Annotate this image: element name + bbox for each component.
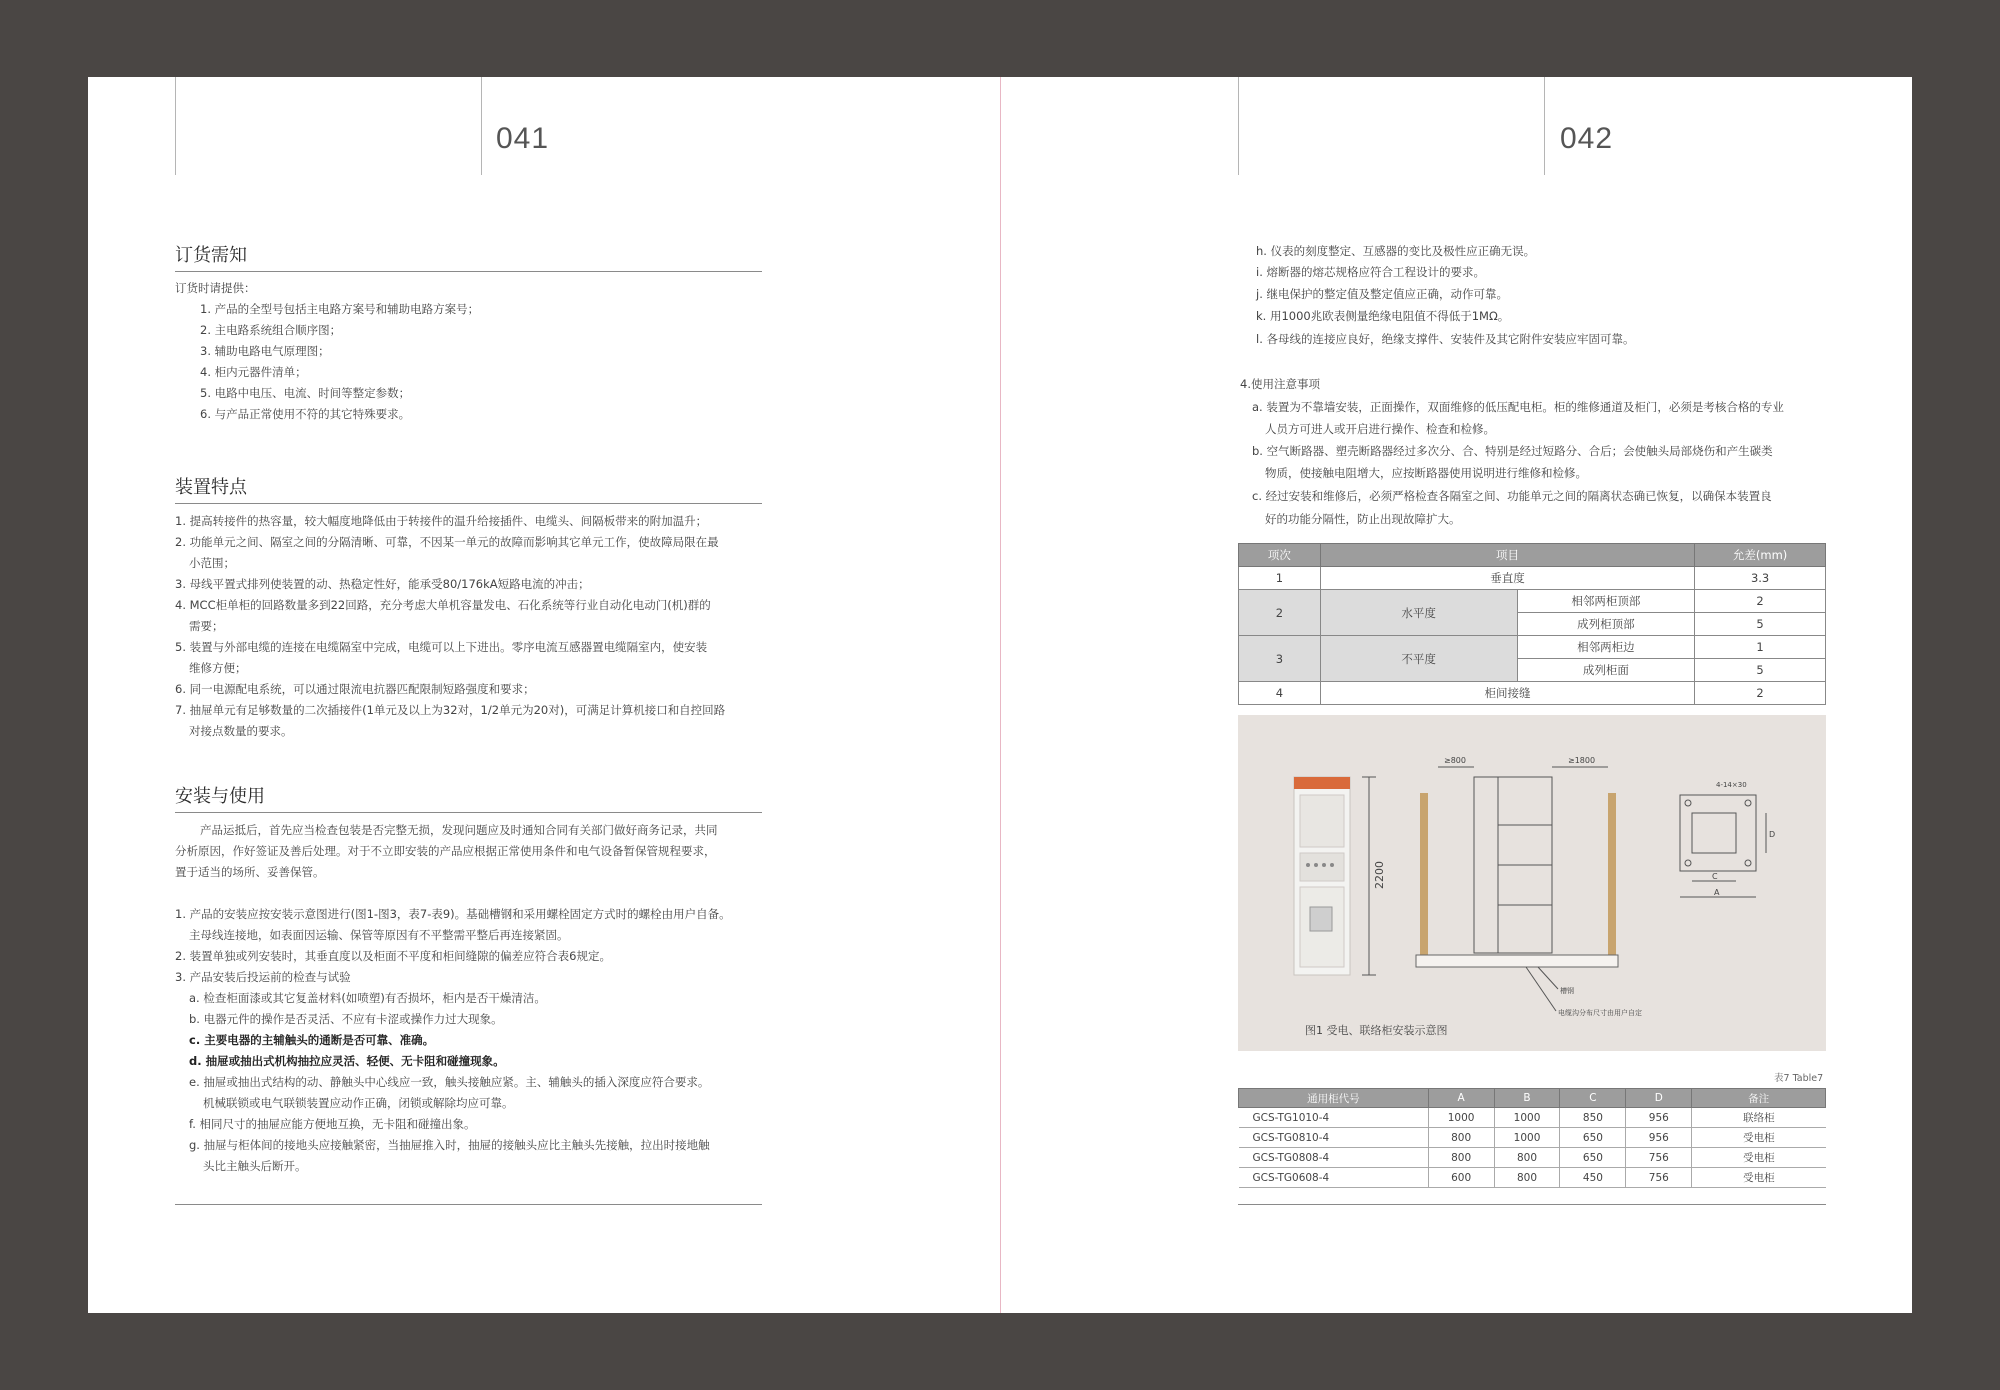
table-cell: 800 (1428, 1128, 1494, 1148)
list-item: 小范围； (189, 556, 235, 570)
left-header-rule-inner (481, 77, 482, 175)
table-header: 通用柜代号 (1239, 1089, 1429, 1108)
table-cell: 1 (1239, 567, 1321, 590)
table-cell: 成列柜面 (1517, 659, 1695, 682)
table-cell: 2 (1695, 590, 1826, 613)
table-cell: 650 (1560, 1148, 1626, 1168)
base-label: 电缆沟分布尺寸由用户自定 (1558, 1009, 1642, 1017)
table-cell: 5 (1695, 613, 1826, 636)
channel-label: 槽钢 (1560, 987, 1574, 995)
table-cell: GCS-TG1010-4 (1239, 1108, 1429, 1128)
list-item: 需要； (189, 619, 224, 633)
list-item: 3. 母线平置式排列使装置的动、热稳定性好，能承受80/176kA短路电流的冲击； (175, 577, 590, 591)
right-page-number: 042 (1560, 122, 1614, 155)
list-item: 4. 柜内元器件清单； (200, 365, 307, 379)
table-row (1239, 1108, 1826, 1128)
table-cell: 相邻两柜边 (1517, 636, 1695, 659)
list-item: 订货时请提供： (175, 281, 256, 295)
table-header: 备注 (1692, 1089, 1826, 1108)
paragraph-line: 产品运抵后，首先应当检查包装是否完整无损，发现问题应及时通知合同有关部门做好商务记录，共同 (200, 823, 718, 837)
hole-label: 4-14×30 (1716, 781, 1747, 789)
list-item: l. 各母线的连接应良好，绝缘支撑件、安装件及其它附件安装应牢固可靠。 (1256, 332, 1635, 346)
left-bottom-rule (175, 1204, 762, 1205)
table-cell: 756 (1626, 1148, 1692, 1168)
list-item: a. 检查柜面漆或其它复盖材料(如喷塑)有否损坏，柜内是否干燥清洁。 (189, 991, 546, 1005)
table-note: 表7 Table7 (1774, 1073, 1824, 1084)
list-item: 4. MCC柜单柜的回路数量多到22回路，充分考虑大单机容量发电、石化系统等行业自动化电动门(机)群的 (175, 598, 711, 612)
list-item: 好的功能分隔性，防止出现故障扩大。 (1265, 512, 1461, 526)
list-item: f. 相同尺寸的抽屉应能方便地互换，无卡阻和碰撞出象。 (189, 1117, 476, 1131)
table-cell: 800 (1428, 1148, 1494, 1168)
table-header: C (1560, 1089, 1626, 1108)
table-cell: 受电柜 (1692, 1128, 1826, 1148)
paragraph-line: 分析原因，作好签证及善后处理。对于不立即安装的产品应根据正常使用条件和电气设备暂保管规程要求， (175, 844, 716, 858)
table-header: D (1626, 1089, 1692, 1108)
dimension-c-label: C (1712, 872, 1718, 881)
table-cell: 1000 (1494, 1128, 1560, 1148)
dimension-d-label: D (1769, 830, 1776, 839)
height-label: 2200 (1373, 861, 1386, 889)
list-item: 头比主触头后断开。 (203, 1159, 307, 1173)
list-item: e. 抽屉或抽出式结构的动、静触头中心线应一致，触头接触应紧。主、辅触头的插入深度应符合要求。 (189, 1075, 710, 1089)
figure-caption: 图1 受电、联络柜安装示意图 (1305, 1024, 1448, 1037)
table-header: B (1494, 1089, 1560, 1108)
list-item: 3. 产品安装后投运前的检查与试验 (175, 970, 351, 984)
table-cell: 4 (1239, 682, 1321, 705)
cabinet-section-drawing (1474, 777, 1552, 953)
table-row (1239, 636, 1826, 659)
list-item: 1. 提高转接件的热容量，较大幅度地降低由于转接件的温升给接插件、电缆头、间隔板带来的附加温升； (175, 514, 708, 528)
cabinet-photo (1294, 777, 1350, 975)
installation-drawing (1238, 715, 1826, 1051)
dimension-a-label: A (1714, 888, 1720, 897)
section-title-ordering: 订货需知 (175, 245, 247, 266)
list-item: 人员方可进人或开启进行操作、检查和检修。 (1265, 422, 1495, 436)
list-item: 维修方便； (189, 661, 247, 675)
list-item: a. 装置为不靠墙安装，正面操作，双面维修的低压配电柜。柜的维修通道及柜门，必须是考核合格的专业 (1252, 400, 1784, 414)
table-cell: 956 (1626, 1108, 1692, 1128)
list-item: k. 用1000兆欧表侧量绝缘电阻值不得低于1MΩ。 (1256, 309, 1510, 323)
table-cell: 不平度 (1320, 636, 1517, 682)
table-row (1239, 682, 1826, 705)
paragraph-line: 置于适当的场所、妥善保管。 (175, 865, 325, 879)
left-header-rule-outer (175, 77, 176, 175)
list-item: g. 抽屉与柜体间的接地头应接触紧密，当抽屉推入时，抽屉的接触头应比主触头先接触，拉出时接地触 (189, 1138, 710, 1152)
table-cell: 756 (1626, 1168, 1692, 1188)
list-item: 5. 电路中电压、电流、时间等整定参数； (200, 386, 411, 400)
list-item: 2. 主电路系统组合顺序图； (200, 323, 342, 337)
table-cell: 956 (1626, 1128, 1692, 1148)
list-item: c. 主要电器的主辅触头的通断是否可靠、准确。 (189, 1033, 435, 1047)
table-row (1239, 567, 1826, 590)
table-header: 项目 (1320, 544, 1694, 567)
table-cell: 1000 (1494, 1108, 1560, 1128)
list-item: 2. 装置单独或列安装时，其垂直度以及柜面不平度和柜间缝隙的偏差应符合表6规定。 (175, 949, 611, 963)
table-cell: 600 (1428, 1168, 1494, 1188)
left-page-number: 041 (496, 122, 550, 155)
right-bottom-rule (1238, 1204, 1826, 1205)
table-header: 项次 (1239, 544, 1321, 567)
section-title-features: 装置特点 (175, 477, 247, 498)
table-cell: 1 (1695, 636, 1826, 659)
base-plan-drawing (1680, 795, 1756, 871)
list-item: c. 经过安装和维修后，必须严格检查各隔室之间、功能单元之间的隔离状态确已恢复，以确保本装置良 (1252, 489, 1772, 503)
table-cell: 800 (1494, 1168, 1560, 1188)
table-header: A (1428, 1089, 1494, 1108)
table-cell: 相邻两柜顶部 (1517, 590, 1695, 613)
table-cell: 受电柜 (1692, 1168, 1826, 1188)
list-item: 3. 辅助电路电气原理图； (200, 344, 330, 358)
table-cell: 650 (1560, 1128, 1626, 1148)
list-item: 物质，使接触电阻增大，应按断路器使用说明进行维修和检修。 (1265, 466, 1587, 480)
right-header-rule-outer (1238, 77, 1239, 175)
list-item: h. 仪表的刻度整定、互感器的变比及极性应正确无误。 (1256, 244, 1536, 258)
table-cell: 2 (1695, 682, 1826, 705)
list-item: 6. 同一电源配电系统，可以通过限流电抗器匹配限制短路强度和要求； (175, 682, 535, 696)
table-row (1239, 1168, 1826, 1188)
list-item: d. 抽屉或抽出式机构抽拉应灵活、轻便、无卡阻和碰撞现象。 (189, 1054, 505, 1068)
list-item: j. 继电保护的整定值及整定值应正确，动作可靠。 (1256, 287, 1509, 301)
table-cell: GCS-TG0810-4 (1239, 1128, 1429, 1148)
table-row (1239, 1148, 1826, 1168)
table-cell: 联络柜 (1692, 1108, 1826, 1128)
table-row (1239, 1128, 1826, 1148)
list-item: 2. 功能单元之间、隔室之间的分隔清晰、可靠，不因某一单元的故障而影响其它单元工作，使故障局限在最 (175, 535, 719, 549)
cabinet-dimension-table (1238, 1088, 1826, 1188)
section-rule (175, 812, 762, 813)
list-item: 对接点数量的要求。 (189, 724, 293, 738)
table-cell: 450 (1560, 1168, 1626, 1188)
list-item: b. 空气断路器、塑壳断路器经过多次分、合、特别是经过短路分、合后；会使触头局部烧伤和产生碳类 (1252, 444, 1773, 458)
list-item: i. 熔断器的熔芯规格应符合工程设计的要求。 (1256, 265, 1486, 279)
table-cell: 受电柜 (1692, 1148, 1826, 1168)
right-header-rule-inner (1544, 77, 1545, 175)
list-item: 6. 与产品正常使用不符的其它特殊要求。 (200, 407, 411, 421)
table-cell: 800 (1494, 1148, 1560, 1168)
section-title-installation: 安装与使用 (175, 786, 265, 807)
table-cell: 3 (1239, 636, 1321, 682)
rear-clearance-label: ≥1800 (1568, 756, 1596, 765)
page-fold-line (1000, 77, 1001, 1313)
list-item: 1. 产品的全型号包括主电路方案号和辅助电路方案号； (200, 302, 480, 316)
list-item: 5. 装置与外部电缆的连接在电缆隔室中完成，电缆可以上下进出。零序电流互感器置电缆隔室内，使安装 (175, 640, 708, 654)
table-cell: 1000 (1428, 1108, 1494, 1128)
section-rule (175, 503, 762, 504)
table-header: 允差(mm) (1695, 544, 1826, 567)
installation-figure (1238, 715, 1826, 1051)
table-row (1239, 590, 1826, 613)
section-rule (175, 271, 762, 272)
table-cell: 5 (1695, 659, 1826, 682)
list-item: 主母线连接地，如表面因运输、保管等原因有不平整需平整后再连接紧固。 (189, 928, 569, 942)
table-cell: 3.3 (1695, 567, 1826, 590)
table-cell: 水平度 (1320, 590, 1517, 636)
list-item: b. 电器元件的操作是否灵活、不应有卡涩或操作力过大现象。 (189, 1012, 503, 1026)
table-cell: 成列柜顶部 (1517, 613, 1695, 636)
usage-heading: 4.使用注意事项 (1240, 377, 1320, 391)
front-clearance-label: ≥800 (1444, 756, 1466, 765)
table-cell: 850 (1560, 1108, 1626, 1128)
table-cell: GCS-TG0808-4 (1239, 1148, 1429, 1168)
list-item: 机械联锁或电气联锁装置应动作正确，闭锁或解除均应可靠。 (203, 1096, 514, 1110)
list-item: 1. 产品的安装应按安装示意图进行(图1-图3，表7-表9)。基础槽钢和采用螺栓固定方式时的螺栓由用户自备。 (175, 907, 731, 921)
table-cell: 柜间接缝 (1320, 682, 1694, 705)
table-cell: 垂直度 (1320, 567, 1694, 590)
table-cell: 2 (1239, 590, 1321, 636)
table-cell: GCS-TG0608-4 (1239, 1168, 1429, 1188)
list-item: 7. 抽屉单元有足够数量的二次插接件(1单元及以上为32对，1/2单元为20对)，可满足计算机接口和自控回路 (175, 703, 726, 717)
tolerance-table (1238, 543, 1826, 705)
